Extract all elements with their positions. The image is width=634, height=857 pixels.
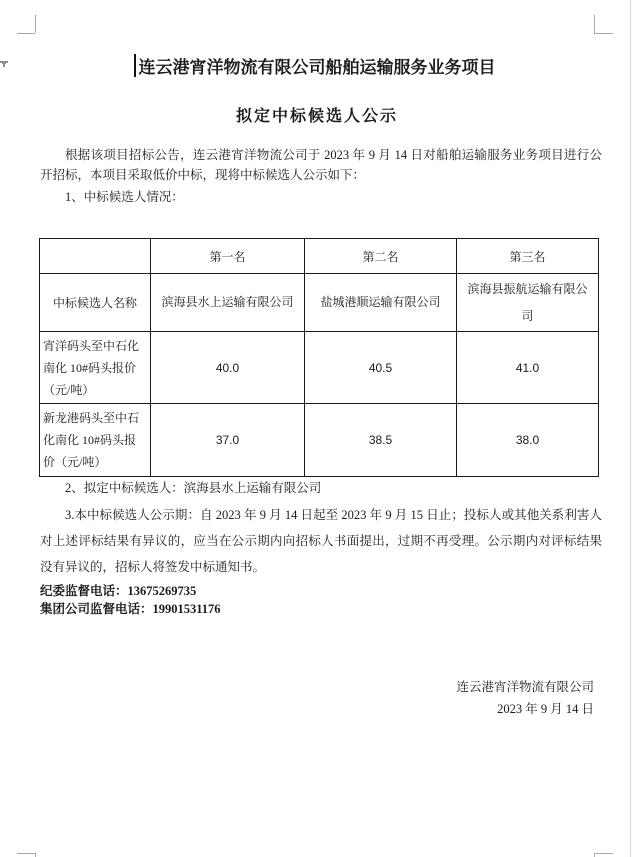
signature-date: 2023 年 9 月 14 日 (497, 702, 594, 716)
header-cell-rank-3: 第三名 (457, 239, 599, 274)
row-label-price-xiaoyang: 宵洋码头至中石化南化 10#码头报价（元/吨） (40, 332, 151, 404)
group-phone-line: 集团公司监督电话：19901531176 (40, 602, 221, 616)
crop-mark-top-right-vertical (594, 15, 595, 33)
page-subtitle: 拟定中标候选人公示 (235, 108, 398, 125)
crop-mark-bottom-right-vertical (594, 853, 595, 857)
candidate-name-2: 盐城港顺运输有限公司 (305, 274, 457, 332)
discipline-phone-line: 纪委监督电话：13675269735 (40, 584, 197, 598)
price-xinlonggang-1: 37.0 (151, 404, 305, 477)
table-row-price-xinlonggang (40, 404, 599, 477)
table-header-row (40, 239, 599, 274)
candidate-name-3: 滨海县振航运输有限公司 (457, 274, 599, 332)
crop-mark-bottom-left-horizontal (17, 853, 35, 854)
price-xiaoyang-1: 40.0 (151, 332, 305, 404)
row-label-price-xinlonggang: 新龙港码头至中石化南化 10#码头报价（元/吨） (40, 404, 151, 477)
table-row-candidate-names (40, 274, 599, 332)
header-cell-empty (40, 239, 151, 274)
signature-company: 连云港宵洋物流有限公司 (456, 680, 594, 694)
candidate-name-1: 滨海县水上运输有限公司 (151, 274, 305, 332)
page-edge-line (630, 0, 631, 857)
crop-mark-bottom-right-horizontal (594, 853, 613, 854)
header-cell-rank-2: 第二名 (305, 239, 457, 274)
crop-mark-bottom-left-vertical (35, 853, 36, 857)
crop-mark-top-left-horizontal (17, 33, 35, 34)
crop-mark-top-right-horizontal (594, 33, 613, 34)
page-title: 连云港宵洋物流有限公司船舶运输服务业务项目 (138, 58, 496, 77)
signature-block (274, 676, 594, 720)
list-item-1: 1、中标候选人情况： (65, 190, 184, 204)
price-xinlonggang-2: 38.5 (305, 404, 457, 477)
row-label-candidate-names: 中标候选人名称 (40, 274, 151, 332)
intro-paragraph: 根据该项目招标公告，连云港宵洋物流公司于 2023 年 9 月 14 日对船舶运输服务业务项目进行公开招标，本项目采取低价中标，现将中标候选人公示如下： (40, 148, 602, 182)
table-row-price-xiaoyang (40, 332, 599, 404)
crop-mark-top-left-vertical (35, 15, 36, 33)
header-cell-rank-1: 第一名 (151, 239, 305, 274)
price-xiaoyang-3: 41.0 (457, 332, 599, 404)
price-xinlonggang-3: 38.0 (457, 404, 599, 477)
bid-candidates-table (39, 238, 599, 477)
price-xiaoyang-2: 40.5 (305, 332, 457, 404)
list-item-2: 2、拟定中标候选人：滨海县水上运输有限公司 (65, 481, 322, 495)
list-item-3: 3.本中标候选人公示期：自 2023 年 9 月 14 日起至 2023 年 9 月 15 日止；投标人或其他关系利害人对上述评标结果有异议的，应当在公示期内向招标人书面提出，过期不再受理。公示期内对评标结果没有异议的，招标人将签发中标通知书。 (40, 508, 602, 574)
